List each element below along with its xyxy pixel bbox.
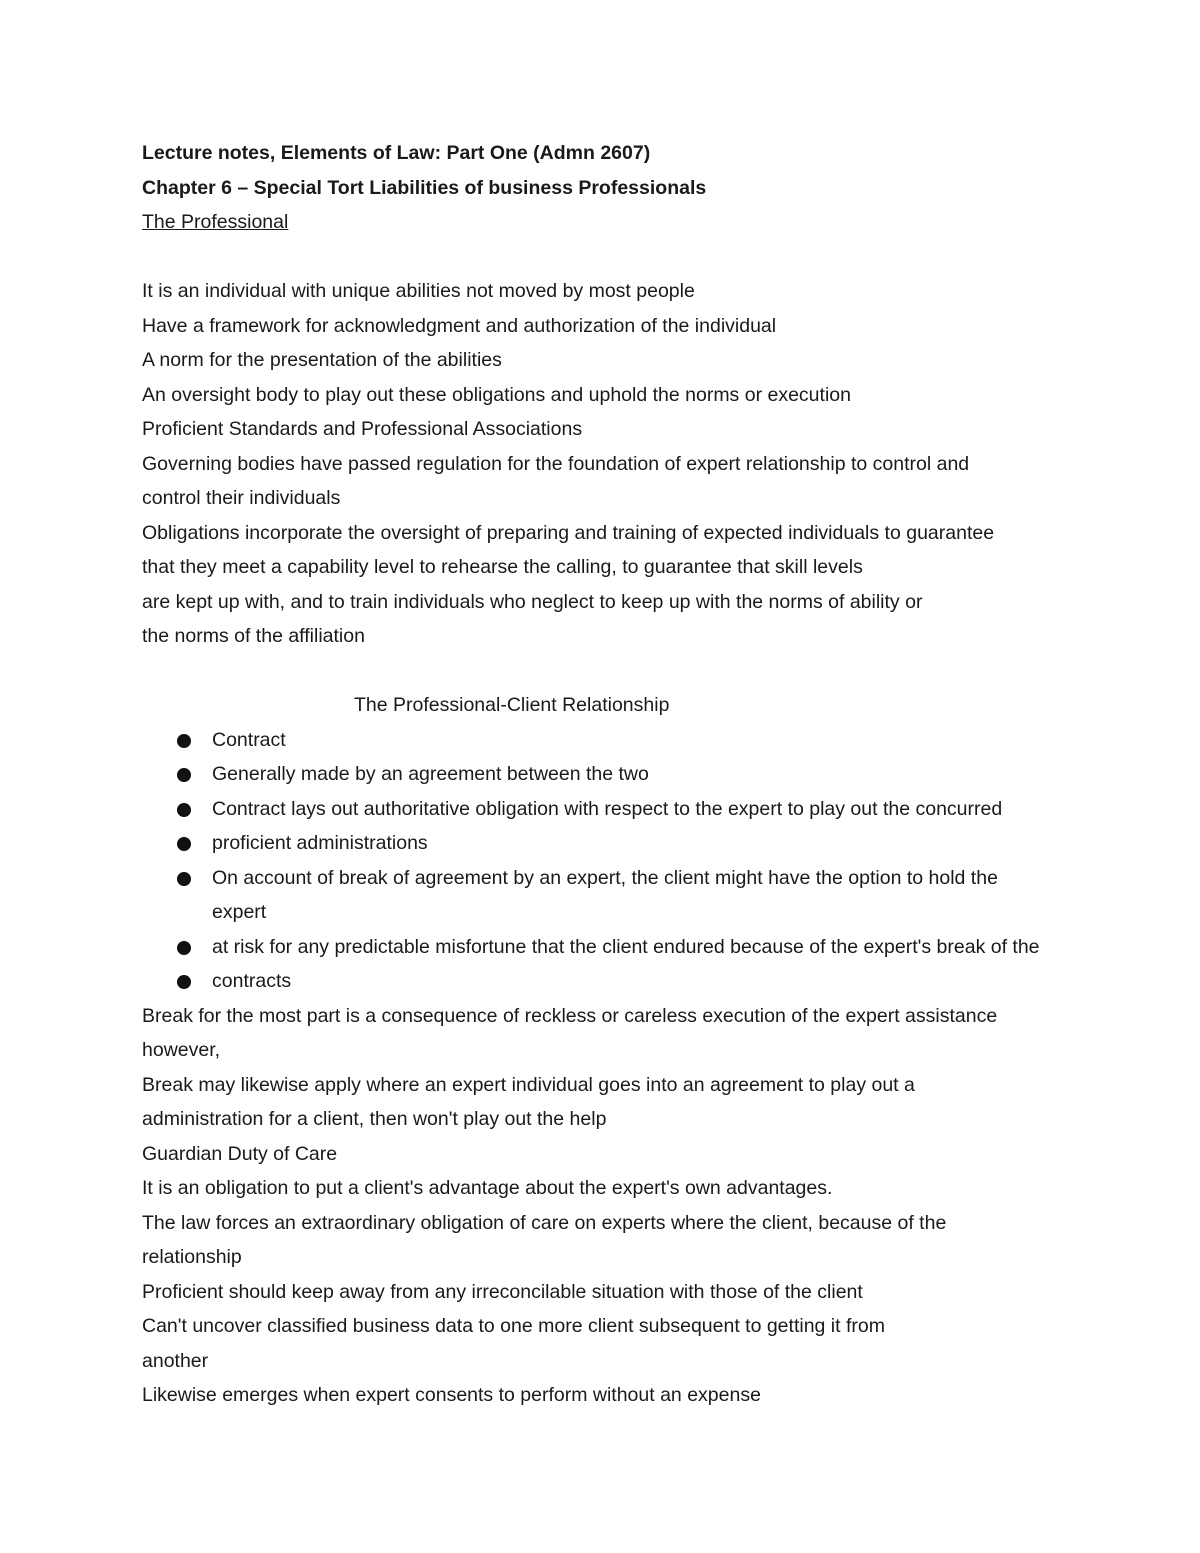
document-page	[142, 136, 1072, 1413]
list-item	[142, 792, 1072, 827]
section-professional-body	[142, 274, 1072, 654]
text-line: relationship	[142, 1246, 242, 1268]
section-duty-body	[142, 999, 1072, 1413]
list-item-text: On account of break of agreement by an expert, the client might have the option to hold the	[212, 866, 998, 889]
text-line: Obligations incorporate the oversight of preparing and training of expected individuals to guarantee	[142, 521, 995, 544]
text-line: Break may likewise apply where an expert individual goes into an agreement to play out a	[142, 1073, 915, 1096]
text-line: It is an individual with unique abilities not moved by most people	[142, 280, 695, 302]
chapter-heading: Chapter 6 – Special Tort Liabilities of business Professionals	[142, 176, 707, 199]
text-line: are kept up with, and to train individuals who neglect to keep up with the norms of ability or	[142, 590, 923, 613]
bullet-icon	[177, 837, 191, 851]
list-item-continuation: expert	[212, 901, 267, 923]
text-line: administration for a client, then won't play out the help	[142, 1108, 607, 1130]
subheading-guardian-duty: Guardian Duty of Care	[142, 1142, 338, 1165]
bullet-list	[142, 723, 1072, 999]
text-line: An oversight body to play out these obligations and uphold the norms or execution	[142, 383, 851, 406]
text-line: Can't uncover classified business data to one more client subsequent to getting it from	[142, 1315, 885, 1337]
text-line: Likewise emerges when expert consents to perform without an expense	[142, 1384, 761, 1406]
relationship-heading: The Professional-Client Relationship	[354, 694, 670, 716]
list-item	[142, 723, 1072, 758]
list-item	[142, 861, 1072, 930]
list-item-text: at risk for any predictable misfortune that the client endured because of the expert's break of the	[212, 935, 1040, 958]
text-line: The law forces an extraordinary obligation of care on experts where the client, because of the	[142, 1211, 947, 1234]
text-line: Proficient Standards and Professional Associations	[142, 418, 583, 440]
list-item	[142, 930, 1072, 965]
list-item-text: Contract lays out authoritative obligation with respect to the expert to play out the concurred	[212, 797, 1003, 820]
list-item-text: proficient administrations	[212, 832, 428, 854]
text-line: another	[142, 1349, 209, 1372]
bullet-icon	[177, 734, 191, 748]
text-line: however,	[142, 1039, 221, 1061]
list-item-text: Contract	[212, 728, 286, 751]
bullet-icon	[177, 941, 191, 955]
list-item	[142, 964, 1072, 999]
text-line: Break for the most part is a consequence of reckless or careless execution of the expert assistance	[142, 1004, 998, 1027]
text-line: Governing bodies have passed regulation for the foundation of expert relationship to control and	[142, 452, 970, 475]
list-item-text: contracts	[212, 970, 292, 992]
list-item	[142, 826, 1072, 861]
text-line: Have a framework for acknowledgment and authorization of the individual	[142, 314, 777, 337]
blank-line	[142, 240, 1072, 275]
text-line: A norm for the presentation of the abilities	[142, 349, 502, 371]
section-heading: The Professional	[142, 211, 289, 233]
text-line: that they meet a capability level to rehearse the calling, to guarantee that skill levels	[142, 556, 863, 578]
bullet-icon	[177, 872, 191, 886]
text-line: It is an obligation to put a client's advantage about the expert's own advantages.	[142, 1177, 833, 1199]
text-line: Proficient should keep away from any irreconcilable situation with those of the client	[142, 1280, 863, 1303]
text-line: control their individuals	[142, 487, 341, 509]
document-title: Lecture notes, Elements of Law: Part One (Admn 2607)	[142, 142, 651, 164]
bullet-icon	[177, 803, 191, 817]
list-item	[142, 757, 1072, 792]
bullet-icon	[177, 975, 191, 989]
bullet-icon	[177, 768, 191, 782]
blank-line	[142, 654, 1072, 689]
text-line: the norms of the affiliation	[142, 625, 365, 647]
list-item-text: Generally made by an agreement between the two	[212, 763, 649, 785]
